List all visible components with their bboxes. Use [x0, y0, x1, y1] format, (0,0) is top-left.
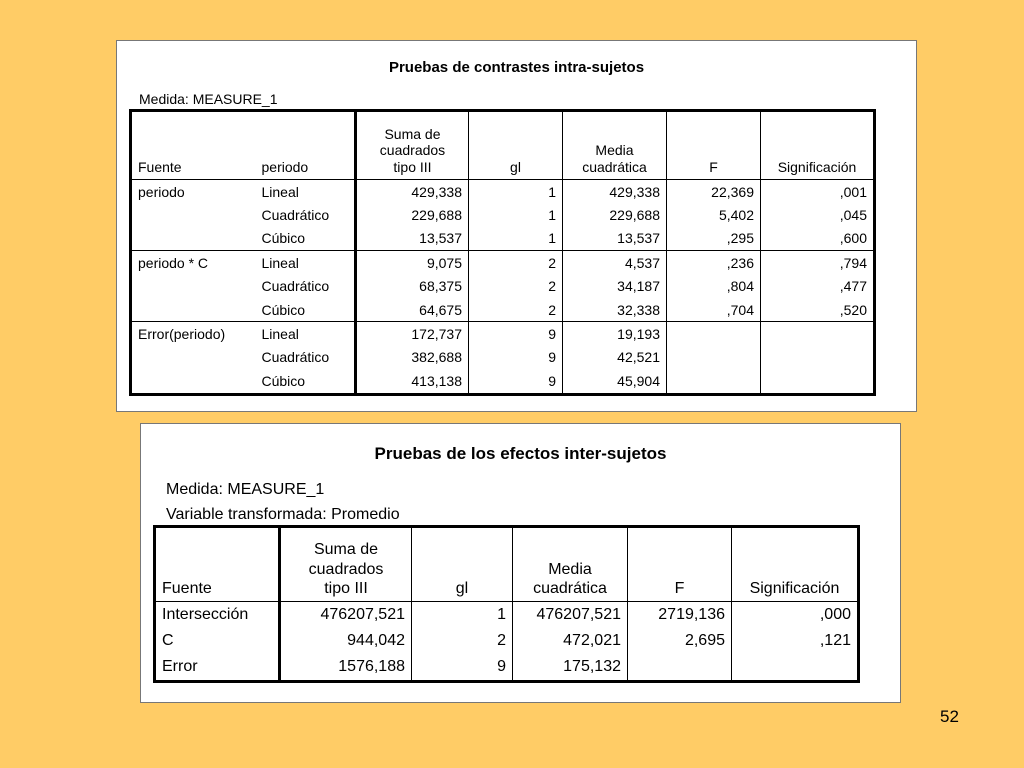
- header-suma-line1: Suma de: [313, 541, 379, 559]
- cell-f: 2719,136: [628, 602, 732, 629]
- cell-fuente: [131, 227, 256, 251]
- cell-periodo: Cúbico: [256, 227, 356, 251]
- cell-media: 229,688: [563, 203, 667, 226]
- cell-media: 175,132: [513, 654, 628, 682]
- cell-sig: [761, 346, 875, 369]
- cell-periodo: Cuadrático: [256, 203, 356, 226]
- header-media-line2: cuadrática: [582, 159, 647, 176]
- cell-gl: 2: [469, 298, 563, 322]
- header-fuente: Fuente: [138, 159, 182, 176]
- cell-suma: 476207,521: [280, 602, 412, 629]
- cell-sig: [761, 369, 875, 394]
- cell-suma: 68,375: [356, 275, 469, 298]
- header-suma-line2: cuadrados: [308, 560, 384, 578]
- cell-f: [667, 322, 761, 346]
- header-suma-cuadrados: [356, 111, 469, 180]
- header-suma-line3: tipo III: [393, 159, 432, 176]
- cell-gl: 9: [469, 346, 563, 369]
- table1-header-row: [131, 111, 875, 180]
- cell-gl: 1: [469, 180, 563, 204]
- header-media-cuadratica: [563, 111, 667, 180]
- cell-f: ,704: [667, 298, 761, 322]
- header-gl: gl: [469, 111, 563, 180]
- cell-f: ,804: [667, 275, 761, 298]
- cell-gl: 9: [469, 369, 563, 394]
- within-subjects-contrasts-table: [129, 109, 876, 396]
- cell-sig: ,001: [839, 183, 867, 200]
- cell-media: 42,521: [563, 346, 667, 369]
- cell-media: 45,904: [563, 369, 667, 394]
- table2-variable: Variable transformada: Promedio: [166, 506, 400, 523]
- cell-sig: [732, 654, 859, 682]
- cell-f: [667, 369, 761, 394]
- between-subjects-effects-panel: [140, 423, 901, 703]
- header-media-cuadratica: [513, 527, 628, 602]
- cell-suma: 13,537: [356, 227, 469, 251]
- header-suma-line3: tipo III: [324, 579, 368, 597]
- cell-fuente: periodo: [138, 183, 185, 200]
- cell-gl: 2: [469, 251, 563, 275]
- cell-suma: 229,688: [356, 203, 469, 226]
- cell-f: [667, 346, 761, 369]
- cell-f: ,295: [667, 227, 761, 251]
- cell-f: 5,402: [667, 203, 761, 226]
- within-subjects-contrasts-panel: [116, 40, 917, 412]
- cell-fuente: [131, 275, 256, 298]
- cell-periodo: Lineal: [256, 322, 356, 346]
- cell-sig: ,121: [819, 632, 851, 649]
- header-media-line1: Media: [548, 560, 592, 578]
- cell-fuente: [131, 346, 256, 369]
- header-gl: gl: [412, 527, 513, 602]
- header-significacion: Significación: [749, 579, 840, 597]
- table-row: [131, 227, 875, 251]
- cell-sig: ,600: [839, 230, 867, 247]
- cell-suma: 64,675: [356, 298, 469, 322]
- cell-media: 429,338: [563, 180, 667, 204]
- cell-f: 2,695: [628, 628, 732, 654]
- table-row: [131, 275, 875, 298]
- header-suma-line1: Suma de: [384, 125, 441, 142]
- header-f: F: [628, 527, 732, 602]
- page-number: 52: [940, 707, 959, 726]
- header-media-line2: cuadrática: [533, 579, 607, 597]
- cell-media: 34,187: [563, 275, 667, 298]
- cell-suma: 172,737: [356, 322, 469, 346]
- cell-gl: 1: [469, 203, 563, 226]
- cell-periodo: Cuadrático: [256, 275, 356, 298]
- cell-media: 32,338: [563, 298, 667, 322]
- group-periodo: [131, 180, 875, 251]
- cell-suma: 1576,188: [280, 654, 412, 682]
- cell-f: [628, 654, 732, 682]
- cell-sig: ,794: [839, 254, 867, 271]
- table2-measure: Medida: MEASURE_1: [166, 481, 325, 498]
- table-row: [155, 628, 859, 654]
- header-suma-cuadrados: [280, 527, 412, 602]
- cell-media: 19,193: [563, 322, 667, 346]
- table1-title: Pruebas de contrastes intra-sujetos: [388, 59, 645, 76]
- cell-sig: ,477: [839, 278, 867, 295]
- cell-gl: 9: [412, 654, 513, 682]
- cell-fuente: [131, 298, 256, 322]
- table-row: [131, 322, 875, 346]
- cell-gl: 1: [469, 227, 563, 251]
- cell-f: ,236: [667, 251, 761, 275]
- cell-periodo: Cúbico: [256, 298, 356, 322]
- cell-suma: 9,075: [356, 251, 469, 275]
- cell-suma: 944,042: [280, 628, 412, 654]
- cell-sig: [761, 322, 875, 346]
- cell-fuente: Intersección: [155, 602, 280, 629]
- table-row: [155, 654, 859, 682]
- header-significacion: Significación: [777, 159, 857, 176]
- cell-sig: ,520: [839, 301, 867, 318]
- header-periodo: periodo: [256, 111, 356, 180]
- group-periodo-por-c: [131, 251, 875, 322]
- cell-sig: ,045: [839, 207, 867, 224]
- table1-measure: Medida: MEASURE_1: [139, 91, 278, 107]
- cell-suma: 382,688: [356, 346, 469, 369]
- cell-media: 476207,521: [513, 602, 628, 629]
- cell-fuente: [131, 369, 256, 394]
- cell-gl: 1: [412, 602, 513, 629]
- table-row: [131, 203, 875, 226]
- cell-fuente: [131, 203, 256, 226]
- cell-sig: ,000: [819, 606, 851, 623]
- table-row: [131, 369, 875, 394]
- cell-fuente: Error(periodo): [138, 326, 226, 343]
- cell-media: 4,537: [563, 251, 667, 275]
- table-row: [131, 180, 875, 204]
- cell-fuente: C: [155, 628, 280, 654]
- between-subjects-effects-table: [153, 525, 860, 683]
- header-f: F: [667, 111, 761, 180]
- cell-suma: 413,138: [356, 369, 469, 394]
- cell-gl: 2: [469, 275, 563, 298]
- cell-periodo: Cuadrático: [256, 346, 356, 369]
- header-suma-line2: cuadrados: [379, 142, 446, 159]
- table2-title: Pruebas de los efectos inter-sujetos: [374, 444, 667, 463]
- table-row: [155, 602, 859, 629]
- cell-periodo: Cúbico: [256, 369, 356, 394]
- cell-periodo: Lineal: [256, 180, 356, 204]
- cell-periodo: Lineal: [256, 251, 356, 275]
- table2-header-row: [155, 527, 859, 602]
- table-row: [131, 346, 875, 369]
- header-fuente: Fuente: [155, 527, 280, 602]
- table-row: [131, 298, 875, 322]
- cell-fuente: Error: [155, 654, 280, 682]
- cell-f: 22,369: [667, 180, 761, 204]
- table-row: [131, 251, 875, 275]
- cell-fuente: periodo * C: [138, 254, 209, 271]
- cell-gl: 9: [469, 322, 563, 346]
- cell-suma: 429,338: [356, 180, 469, 204]
- cell-media: 13,537: [563, 227, 667, 251]
- cell-media: 472,021: [513, 628, 628, 654]
- header-media-line1: Media: [595, 142, 634, 159]
- group-error-periodo: [131, 322, 875, 394]
- cell-gl: 2: [412, 628, 513, 654]
- table2-body: [155, 602, 859, 682]
